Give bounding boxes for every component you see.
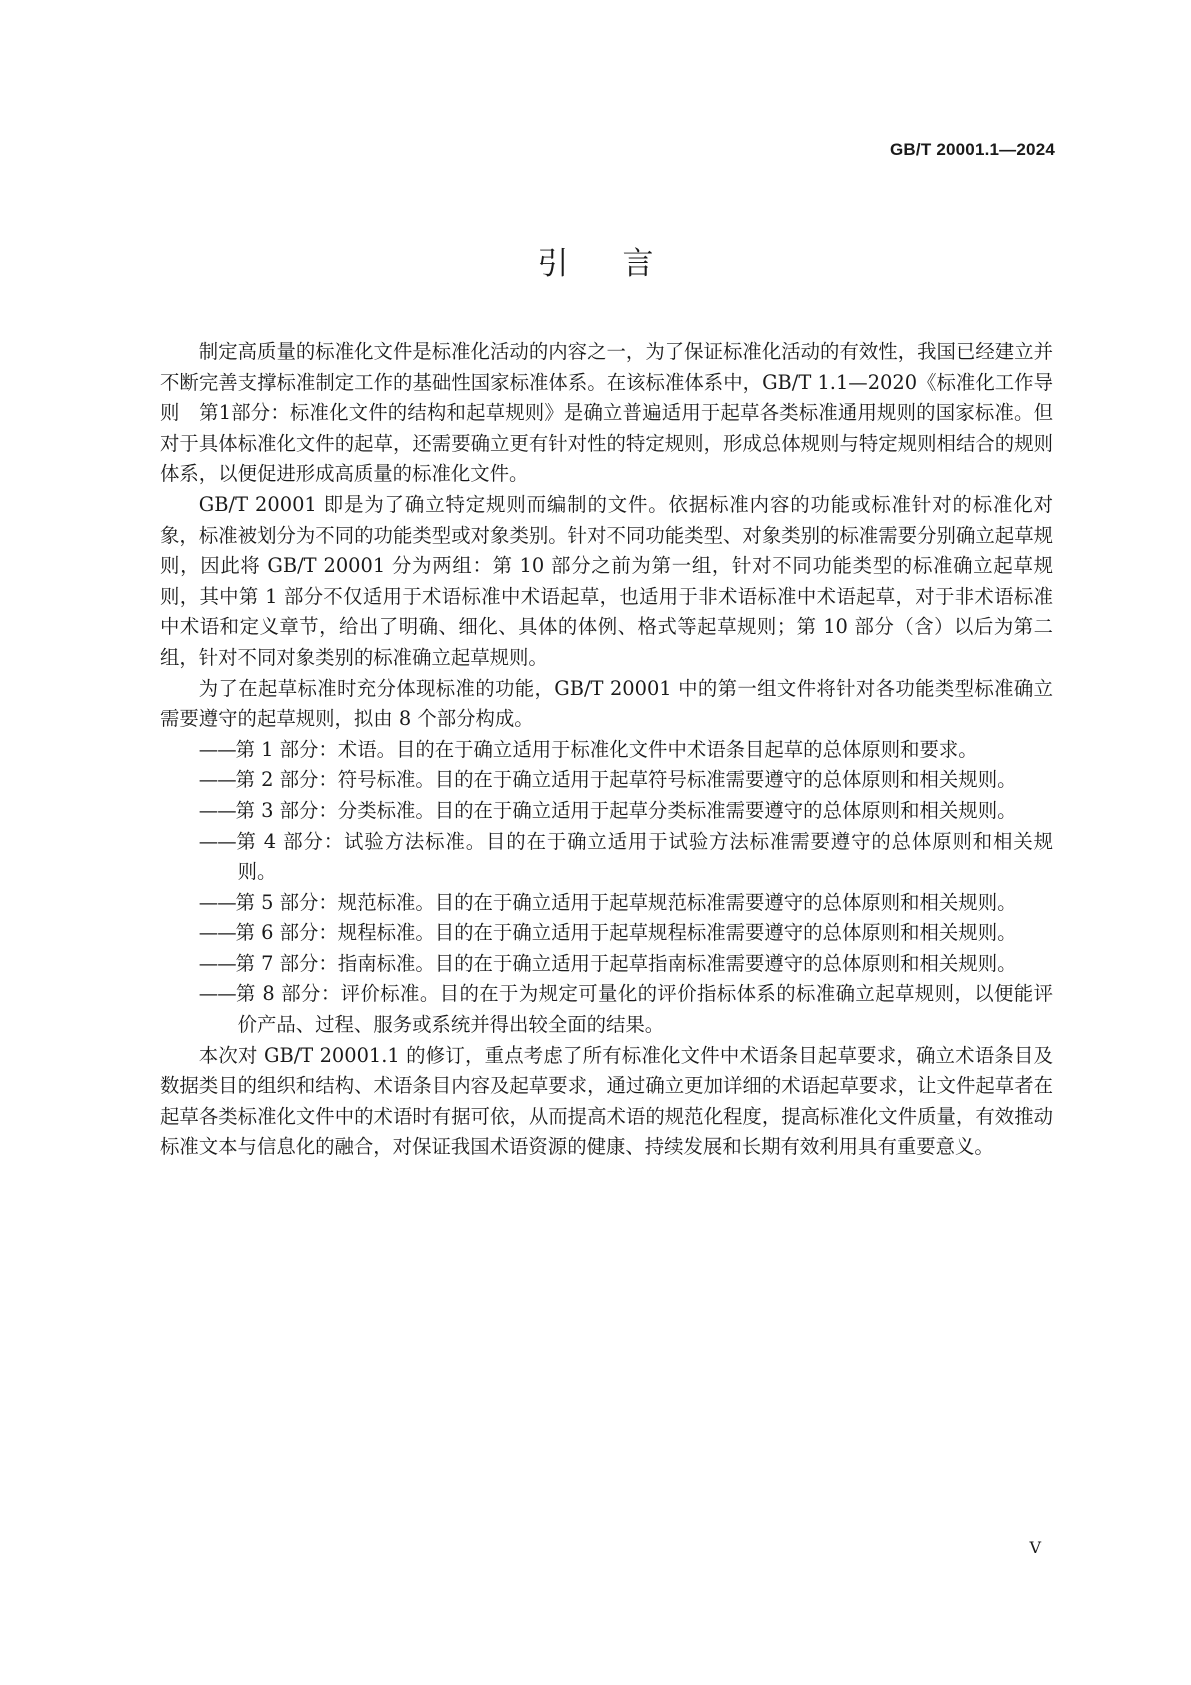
paragraph-1: 制定高质量的标准化文件是标准化活动的内容之一，为了保证标准化活动的有效性，我国已经建立并不断完善支撑标准制定工作的基础性国家标准体系。在该标准体系中，GB/T 1.1—2020《标准化工作导则 第1部分：标准化文件的结构和起草规则》是确立普遍适用于起草各类标准通用规则的国家标准。但对于具体标准化文件的起草，还需要确立更有针对性的特定规则，形成总体规则与特定规则相结合的规则体系，以便促进形成高质量的标准化文件。 (160, 340, 1053, 486)
dash-marker: —— (198, 829, 236, 853)
list-item-text: 第 3 部分：分类标准。目的在于确立适用于起草分类标准需要遵守的总体原则和相关规则。 (235, 798, 1017, 822)
list-item (160, 827, 1053, 888)
paragraph-4: 本次对 GB/T 20001.1 的修订，重点考虑了所有标准化文件中术语条目起草要求，确立术语条目及数据类目的组织和结构、术语条目内容及起草要求，通过确立更加详细的术语起草要求，让文件起草者在起草各类标准化文件中的术语时有据可依，从而提高术语的规范化程度，提高标准化文件质量，有效推动标准文本与信息化的融合，对保证我国术语资源的健康、持续发展和长期有效利用具有重要意义。 (160, 1043, 1053, 1159)
list-item-text: 第 7 部分：指南标准。目的在于确立适用于起草指南标准需要遵守的总体原则和相关规则。 (235, 951, 1017, 975)
dash-marker: —— (198, 890, 236, 914)
page-number: V (1029, 1538, 1041, 1557)
dash-marker: —— (198, 951, 236, 975)
body-content (160, 337, 1053, 1163)
document-code: GB/T 20001.1—2024 (890, 140, 1055, 159)
paragraph-3: 为了在起草标准时充分体现标准的功能，GB/T 20001 中的第一组文件将针对各功能类型标准确立需要遵守的起草规则，拟由 8 个部分构成。 (160, 676, 1053, 731)
list-item-text: 第 2 部分：符号标准。目的在于确立适用于起草符号标准需要遵守的总体原则和相关规则。 (235, 768, 1017, 792)
list-item (160, 918, 1053, 949)
section-title: 引言 (537, 246, 708, 282)
list-item (160, 765, 1053, 796)
list-item-text: 第 8 部分：评价标准。目的在于为规定可量化的评价指标体系的标准确立起草规则，以便能评价产品、过程、服务或系统并得出较全面的结果。 (235, 982, 1053, 1037)
list-item-text: 第 1 部分：术语。目的在于确立适用于标准化文件中术语条目起草的总体原则和要求。 (235, 737, 978, 761)
list-item (160, 735, 1053, 766)
list-item (160, 796, 1053, 827)
list-item (160, 949, 1053, 980)
dash-marker: —— (198, 921, 236, 945)
list-item (160, 979, 1053, 1040)
list-item-text: 第 6 部分：规程标准。目的在于确立适用于起草规程标准需要遵守的总体原则和相关规则。 (235, 921, 1017, 945)
dash-marker: —— (198, 982, 236, 1006)
parts-list (160, 735, 1053, 1041)
dash-marker: —— (198, 798, 236, 822)
list-item-text: 第 4 部分：试验方法标准。目的在于确立适用于试验方法标准需要遵守的总体原则和相关规则。 (235, 829, 1053, 884)
dash-marker: —— (198, 768, 236, 792)
list-item (160, 888, 1053, 919)
list-item-text: 第 5 部分：规范标准。目的在于确立适用于起草规范标准需要遵守的总体原则和相关规则。 (235, 890, 1017, 914)
paragraph-2: GB/T 20001 即是为了确立特定规则而编制的文件。依据标准内容的功能或标准针对的标准化对象，标准被划分为不同的功能类型或对象类别。针对不同功能类型、对象类别的标准需要分别确立起草规则，因此将 GB/T 20001 分为两组：第 10 部分之前为第一组，针对不同功能类型的标准确立起草规则，其中第 1 部分不仅适用于术语标准中术语起草，也适用于非术语标准中术语起草，对于非术语标准中术语和定义章节，给出了明确、细化、具体的体例、格式等起草规则；第 10 部分（含）以后为第二组，针对不同对象类别的标准确立起草规则。 (160, 492, 1053, 669)
dash-marker: —— (198, 737, 236, 761)
